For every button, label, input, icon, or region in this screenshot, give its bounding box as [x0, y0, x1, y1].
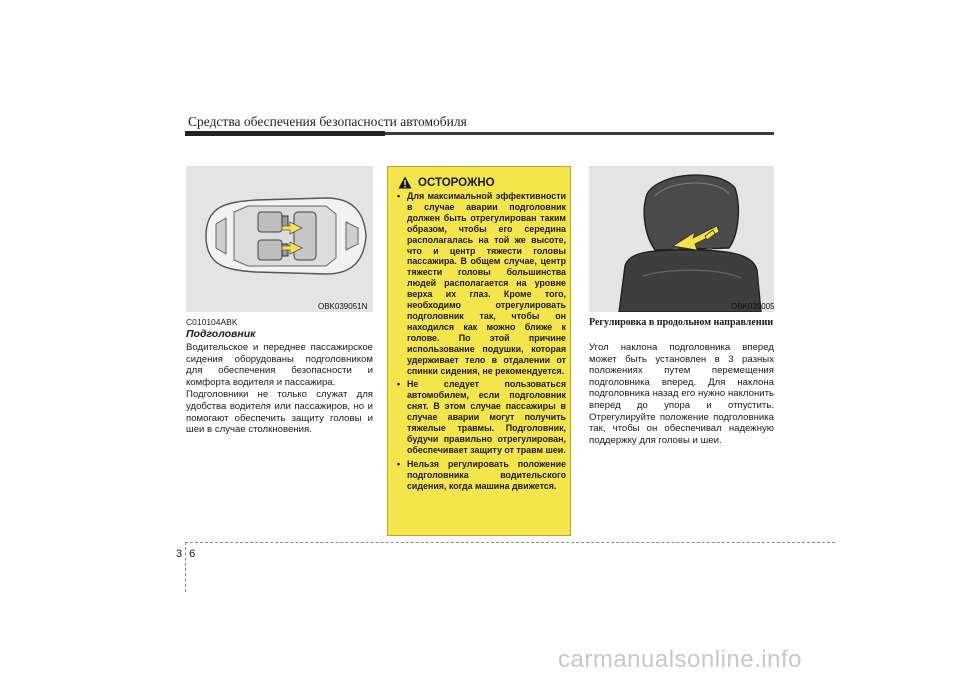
car-topview-figure — [186, 166, 373, 312]
warning-title: ОСТОРОЖНО — [418, 176, 495, 189]
car-topview-illustration — [186, 166, 373, 312]
warning-box — [387, 166, 571, 536]
section-title: Подголовник — [186, 328, 256, 340]
adjust-body — [589, 342, 774, 447]
warning-item: • Для максимальной эффективности в случае аварии подголовник должен быть отрегулирован таким образом, чтобы его середина располагалась на той же высоте, что и центр тяжести головы пассажира. В общем случае, центр тяжести головы большинства людей располагается на уровне верха их глаз. Кроме того, необходимо отрегулировать подголовник так, чтобы он находился как можно ближе к голове. По этой причине использование подушки, которая удерживает тело в отдалении от спинки сидения, не рекомендуется. — [396, 191, 566, 376]
section-paragraph-2: Подголовники не только служат для удобства водителя или пассажиров, но и помогают обеспечить защиту головы и шеи в случае столкновения. — [186, 389, 373, 436]
watermark: carmanualsonline.info — [558, 646, 802, 673]
left-figure-code: OBK039051N — [318, 302, 368, 311]
headrest-figure — [589, 166, 774, 312]
warning-header — [398, 176, 495, 189]
warning-triangle-icon — [398, 176, 412, 189]
adjust-title: Регулировка в продольном направлении — [589, 317, 774, 328]
section-code: C010104ABK — [186, 317, 238, 327]
adjust-paragraph: Угол наклона подголовника вперед может быть установлен в 3 разных положениях путем перемещения подголовника вперед. Для наклона подголовника назад его нужно наклонить вперед до упора и отпустить. Отрегулируйте положение подголовника так, чтобы он обеспечивал надежную поддержку для головы и шеи. — [589, 342, 774, 446]
headrest-illustration — [589, 166, 774, 312]
warning-list — [396, 191, 566, 494]
section-paragraph-1: Водительское и переднее пассажирское сидения оборудованы подголовником для обеспечения безопасности и комфорта водителя и пассажира. — [186, 342, 373, 388]
warning-item: • Не следует пользоваться автомобилем, если подголовник снят. В этом случае пассажиры в случае аварии могут получить тяжелые травмы. Подголовник, будучи правильно отрегулирован, обеспечивает защиту от травм шеи. — [396, 379, 566, 455]
page-number: 36 — [176, 548, 203, 560]
warning-item: • Нельзя регулировать положение подголовника водительского сидения, когда машина движется. — [396, 459, 566, 492]
right-figure-code: OBK039005 — [731, 302, 775, 311]
header-rule — [185, 132, 774, 135]
section-body — [186, 342, 373, 437]
page-rule-horizontal — [185, 542, 835, 543]
header-title: Средства обеспечения безопасности автомобиля — [188, 114, 467, 129]
